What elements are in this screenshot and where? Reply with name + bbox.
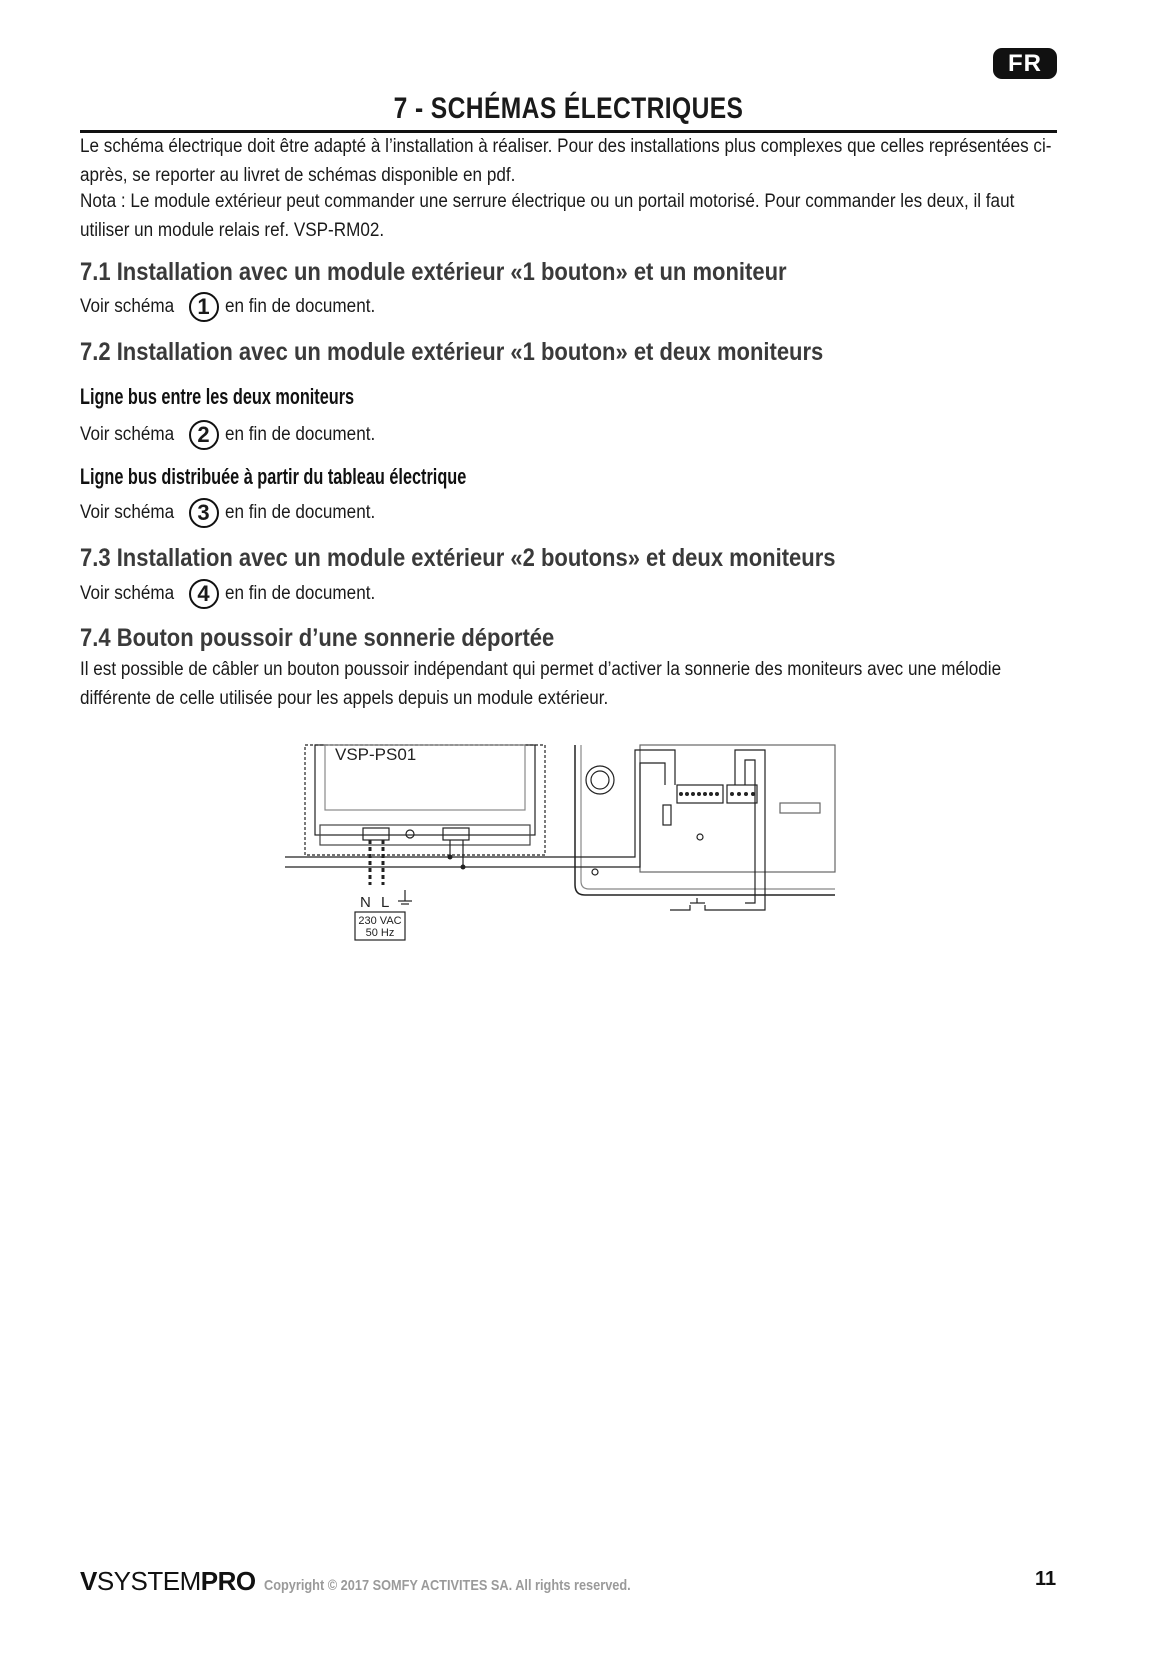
brand-logo: VSYSTEMPRO — [80, 1566, 256, 1596]
section-7-1-title: 7.1 Installation avec un module extérieur «1 bouton» et un moniteur — [80, 258, 787, 286]
schema-number-badge: 2 — [189, 420, 219, 450]
schema-ref-3 — [80, 496, 391, 530]
monitor-connector — [780, 803, 820, 813]
language-badge: FR — [993, 48, 1057, 79]
section-7-3-title: 7.3 Installation avec un module extérieur «2 boutons» et deux moniteurs — [80, 544, 836, 572]
page-number: 11 — [1035, 1568, 1057, 1590]
subsection-bus-between-monitors: Ligne bus entre les deux moniteurs — [80, 384, 355, 409]
live-label: L — [381, 894, 390, 911]
ref-prefix: Voir schéma — [80, 296, 175, 317]
voltage-label: 230 VAC — [358, 915, 402, 927]
psu-model-label: VSP-PS01 — [335, 745, 417, 764]
ref-suffix: en fin de document. — [224, 502, 375, 523]
junction-dot-1 — [448, 855, 453, 860]
intro-paragraph: Le schéma électrique doit être adapté à l’installation à réaliser. Pour des installations plus complexes que celles représentées ci-après, se reporter au livret de schémas disponible en pdf. — [80, 136, 1052, 186]
footer — [80, 1566, 695, 1596]
monitor-bus-wire-2 — [580, 763, 665, 867]
ref-prefix: Voir schéma — [80, 502, 175, 523]
frequency-label: 50 Hz — [365, 927, 395, 939]
ac-terminal-block — [363, 828, 389, 840]
monitor-speaker-icon — [586, 766, 614, 794]
schema-number-badge: 3 — [189, 498, 219, 528]
section-7-4-body: Il est possible de câbler un bouton poussoir indépendant qui permet d’activer la sonnerie des moniteurs avec une mélodie différente de celle utilisée pour les appels depuis un module extérieur. — [80, 659, 1002, 709]
neutral-label: N — [360, 894, 371, 911]
copyright-text: Copyright © 2017 SOMFY ACTIVITES SA. All rights reserved. — [263, 1577, 631, 1594]
monitor-screw-icon — [697, 834, 703, 840]
section-7-4-title: 7.4 Bouton poussoir d’une sonnerie déportée — [80, 624, 555, 652]
chapter-title: 7 - SCHÉMAS ÉLECTRIQUES — [393, 92, 744, 125]
psu-screw-icon — [406, 830, 414, 838]
ref-prefix: Voir schéma — [80, 424, 175, 445]
schema-number-badge: 1 — [189, 292, 219, 322]
note-paragraph: Nota : Le module extérieur peut commander une serrure électrique ou un portail motorisé. Pour commander les deux, il faut utiliser un module relais ref. VSP-RM02. — [80, 191, 1015, 241]
ref-suffix: en fin de document. — [224, 583, 375, 604]
schema-ref-4 — [80, 577, 391, 611]
subsection-bus-from-panel: Ligne bus distribuée à partir du tableau électrique — [80, 464, 467, 489]
push-button-icon — [670, 905, 745, 910]
monitor-board — [640, 745, 835, 872]
schema-ref-2 — [80, 418, 391, 452]
ref-prefix: Voir schéma — [80, 583, 175, 604]
section-7-2-title: 7.2 Installation avec un module extérieur «1 bouton» et deux moniteurs — [80, 338, 824, 366]
button-wire-1 — [735, 750, 765, 910]
bus-terminal-block — [443, 828, 469, 840]
ref-suffix: en fin de document. — [224, 296, 375, 317]
ref-suffix: en fin de document. — [224, 424, 375, 445]
schema-number-badge: 4 — [189, 579, 219, 609]
schema-ref-1 — [80, 290, 391, 324]
monitor-switch — [663, 805, 671, 825]
junction-dot-2 — [461, 865, 466, 870]
wiring-diagram — [295, 745, 835, 955]
monitor-bus-wire-1 — [580, 750, 675, 857]
